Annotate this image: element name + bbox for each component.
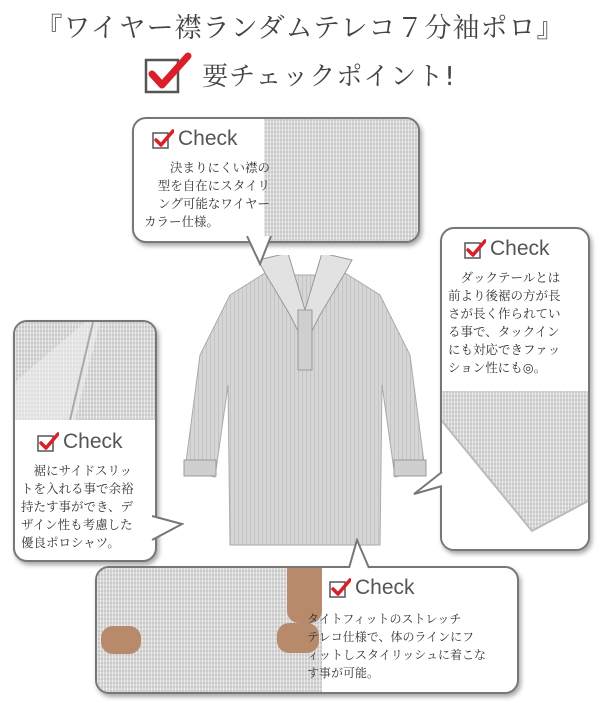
text-line: トを入れる事で余裕: [21, 481, 134, 496]
callout-slit: [13, 320, 157, 562]
callout-pointer: [412, 470, 444, 500]
text-line: ング可能なワイヤー: [158, 196, 270, 211]
left-hand-image: [101, 626, 141, 654]
subtitle-row: [0, 52, 600, 96]
text-line: 前より後裾の方が長: [448, 288, 561, 303]
stretch-closeup-image: [97, 568, 322, 692]
stretch-description: [307, 610, 513, 682]
text-line: テレコ仕様で、体のラインにフ: [307, 630, 475, 644]
callout-pointer: [150, 512, 184, 544]
check-label: Check: [63, 430, 123, 453]
callout-hem: [440, 227, 590, 551]
checkbox-check-icon: [37, 432, 59, 452]
text-line: 裾にサイドスリッ: [21, 463, 133, 478]
text-line: ダックテールとは: [448, 270, 561, 285]
check-heading: [464, 237, 550, 261]
callout-pointer: [345, 538, 375, 570]
checkbox-check-icon: [464, 239, 486, 259]
check-heading: [329, 576, 415, 600]
slit-shape: [15, 322, 155, 420]
checkbox-check-icon: [144, 52, 192, 96]
text-line: タイトフィットのストレッチ: [307, 612, 462, 626]
callout-pointer: [245, 236, 275, 266]
checkbox-check-icon: [152, 129, 174, 149]
check-heading: [37, 430, 123, 454]
collar-closeup-image: [264, 119, 418, 241]
page-title: 『ワイヤー襟ランダムテレコ７分袖ポロ』: [35, 13, 565, 44]
text-line: さが長く作られてい: [448, 306, 561, 321]
checkbox-check-icon: [329, 578, 351, 598]
check-label: Check: [490, 237, 550, 260]
hem-description: [448, 269, 584, 377]
hem-closeup-image: [442, 391, 588, 549]
text-line: ザイン性も考慮した: [21, 517, 133, 532]
hem-fold-shape: [442, 391, 588, 549]
callout-collar: [132, 117, 420, 243]
text-line: にも対応できファッ: [448, 342, 561, 357]
check-label: Check: [178, 127, 238, 150]
text-line: 型を自在にスタイリ: [157, 178, 270, 193]
callout-stretch: [95, 566, 519, 694]
text-line: る事で、タックイン: [448, 324, 560, 339]
text-line: 持たす事ができ、デ: [21, 499, 134, 514]
slit-closeup-image: [15, 322, 155, 420]
collar-description: [140, 159, 270, 231]
polo-shirt-image: [170, 255, 440, 555]
text-line: 優良ポロシャツ。: [21, 535, 120, 550]
text-line: ション性にも◎。: [448, 360, 547, 375]
text-line: す事が可能。: [307, 666, 380, 680]
check-heading: [152, 127, 238, 151]
page-subtitle: 要チェックポイント!: [202, 61, 456, 92]
text-line: ィットしスタイリッシュに着こな: [307, 648, 487, 662]
slit-description: [21, 462, 153, 552]
text-line: 決まりにくい襟の: [157, 160, 270, 175]
text-line: カラー仕様。: [144, 214, 220, 229]
check-label: Check: [355, 576, 415, 599]
